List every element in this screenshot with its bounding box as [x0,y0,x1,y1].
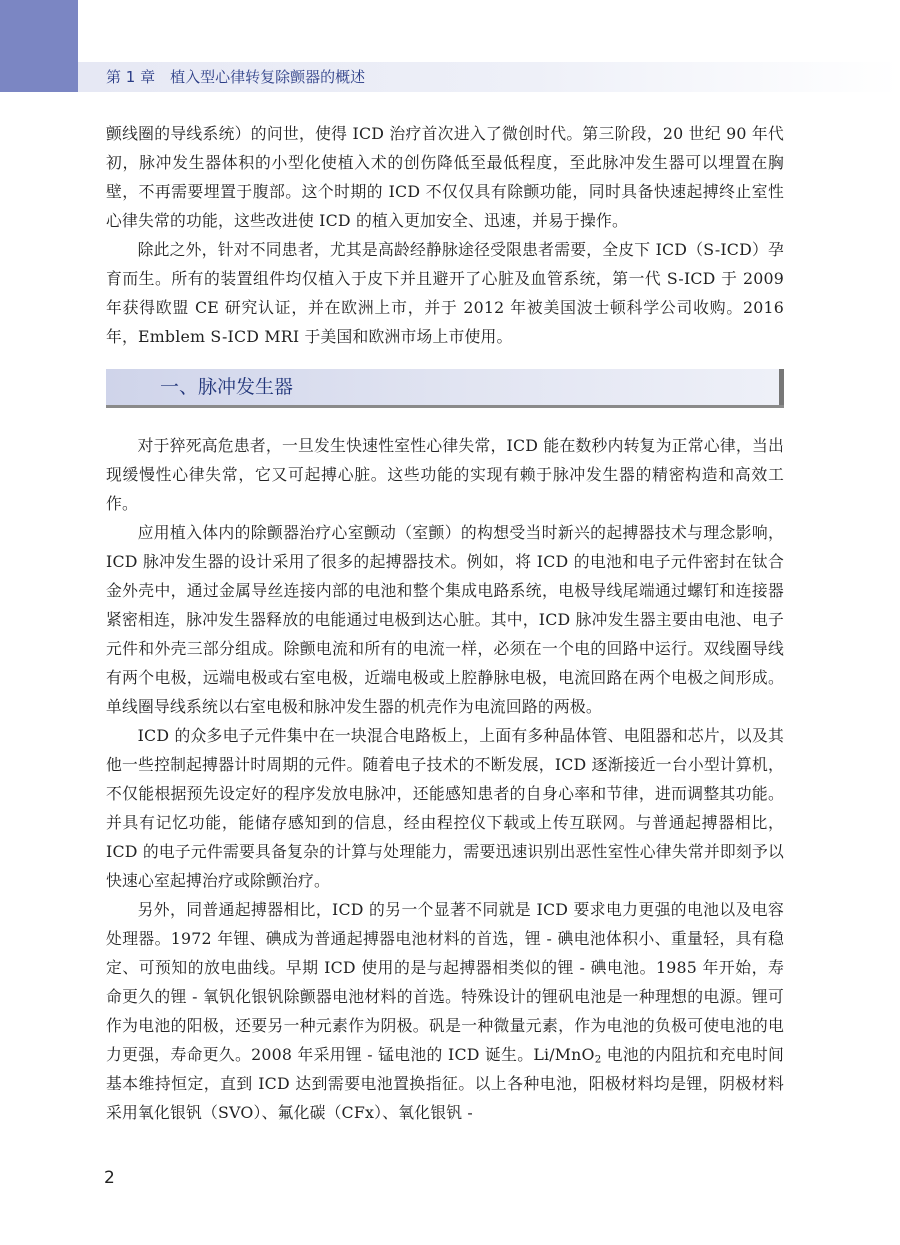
battery-text-part1: 另外，同普通起搏器相比，ICD 的另一个显著不同就是 ICD 要求电力更强的电池以及电容处理器。1972 年锂、碘成为普通起搏器电池材料的首选，锂 - 碘电池体积小、重量轻，具有稳定、可预知的放电曲线。早期 ICD 使用的是与起搏器相类似的锂 - 碘电池。1985 年开始，寿命更久的锂 - 氧钒化银钒除颤器电池材料的首选。特殊设计的锂矾电池是一种理想的电源。锂可作为电池的阳极，还要另一种元素作为阴极。矾是一种微量元素，作为电池的负极可使电池的电力更强，寿命更久。2008 年采用锂 - 锰电池的 ICD 诞生。Li/MnO [106,900,784,1064]
paragraph-battery [106,895,784,1127]
paragraph-sudden-death: 对于猝死高危患者，一旦发生快速性室性心律失常，ICD 能在数秒内转复为正常心律，当出现缓慢性心律失常，它又可起搏心脏。这些功能的实现有赖于脉冲发生器的精密构造和高效工作。 [106,436,784,513]
paragraph-s-icd: 除此之外，针对不同患者，尤其是高龄经静脉途径受限患者需要，全皮下 ICD（S-ICD）孕育而生。所有的装置组件均仅植入于皮下并且避开了心脏及血管系统，第一代 S-ICD 于 2009 年获得欧盟 CE 研究认证，并在欧洲上市，并于 2012 年被美国波士顿科学公司收购。2016 年，Emblem S-ICD MRI 于美国和欧洲市场上市使用。 [106,240,784,346]
corner-color-block [0,0,78,92]
page-content [106,119,784,1127]
paragraph-continued: 颤线圈的导线系统）的问世，使得 ICD 治疗首次进入了微创时代。第三阶段，20 世纪 90 年代初，脉冲发生器体积的小型化使植入术的创伤降低至最低程度，至此脉冲发生器可以埋置在胸壁，不再需要埋置于腹部。这个时期的 ICD 不仅仅具有除颤功能，同时具备快速起搏终止室性心律失常的功能，这些改进使 ICD 的植入更加安全、迅速，并易于操作。 [106,124,784,230]
section-heading-bar [106,369,784,405]
paragraph-design: 应用植入体内的除颤器治疗心室颤动（室颤）的构想受当时新兴的起搏器技术与理念影响，ICD 脉冲发生器的设计采用了很多的起搏器技术。例如，将 ICD 的电池和电子元件密封在钛合金外壳中，通过金属导丝连接内部的电池和整个集成电路系统，电极导线尾端通过螺钉和连接器紧密相连，脉冲发生器释放的电能通过电极到达心脏。其中，ICD 脉冲发生器主要由电池、电子元件和外壳三部分组成。除颤电流和所有的电流一样，必须在一个电的回路中运行。双线圈导线有两个电极，远端电极或右室电极，近端电极或上腔静脉电极，电流回路在两个电极之间形成。单线圈导线系统以右室电极和脉冲发生器的机壳作为电流回路的两极。 [106,523,784,716]
page-number: 2 [104,1168,115,1188]
running-header-title: 第 1 章 植入型心律转复除颤器的概述 [106,68,366,86]
battery-text-part2: 电池的内阻抗和充电时间基本维持恒定，直到 ICD 达到需要电池置换指征。以上各种电池，阳极材料均是锂，阴极材料采用氧化银钒（SVO）、氟化碳（CFx）、氧化银钒 - [106,1045,784,1122]
battery-subscript: 2 [594,1053,602,1066]
section-heading-title: 一、脉冲发生器 [160,376,294,398]
paragraph-electronics: ICD 的众多电子元件集中在一块混合电路板上，上面有多种晶体管、电阻器和芯片，以及其他一些控制起搏器计时周期的元件。随着电子技术的不断发展，ICD 逐渐接近一台小型计算机，不仅能根据预先设定好的程序发放电脉冲，还能感知患者的自身心率和节律，进而调整其功能。并具有记忆功能，能储存感知到的信息，经由程控仪下载或上传互联网。与普通起搏器相比，ICD 的电子元件需要具备复杂的计算与处理能力，需要迅速识别出恶性室性心律失常并即刻予以快速心室起搏治疗或除颤治疗。 [106,726,784,890]
